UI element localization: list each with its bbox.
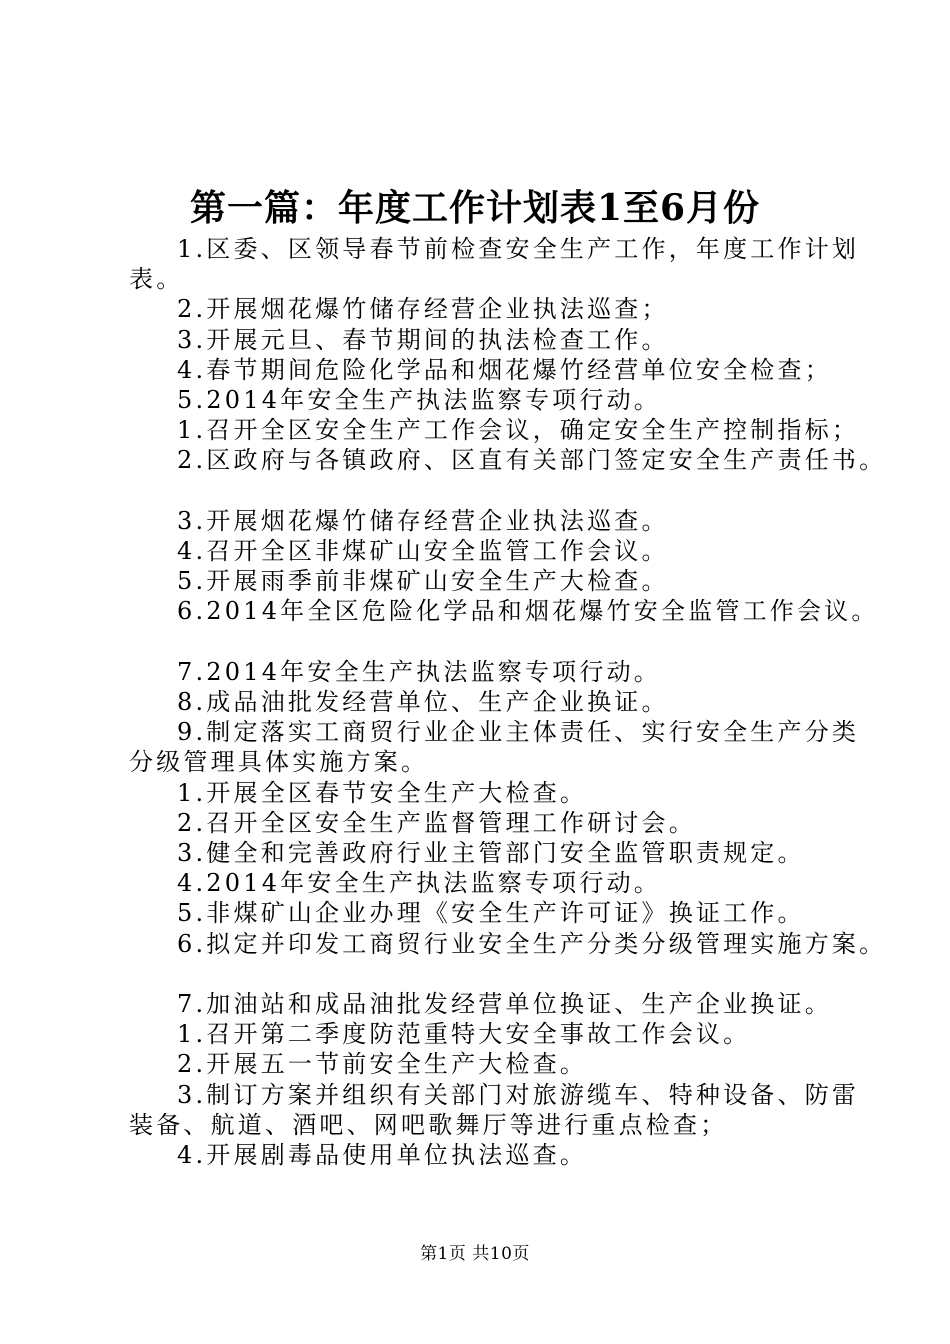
text-line: 5.2014年安全生产执法监察专项行动。 <box>177 386 661 415</box>
text-line: 分级管理具体实施方案。 <box>129 748 429 777</box>
text-line: 6.拟定并印发工商贸行业安全生产分类分级管理实施方案。 <box>177 929 887 958</box>
text-line: 3.健全和完善政府行业主管部门安全监管职责规定。 <box>177 839 805 868</box>
text-line: 3.开展烟花爆竹储存经营企业执法巡查。 <box>177 506 669 535</box>
text-line: 4.春节期间危险化学品和烟花爆竹经营单位安全检查； <box>177 355 832 384</box>
text-line: 9.制定落实工商贸行业企业主体责任、实行安全生产分类 <box>177 718 860 747</box>
document-title: 第一篇：年度工作计划表1至6月份 <box>189 187 761 229</box>
text-line: 1.区委、区领导春节前检查安全生产工作，年度工作计划 <box>177 235 860 263</box>
text-line: 表。 <box>129 265 184 294</box>
text-line: 2.召开全区安全生产监督管理工作研讨会。 <box>177 808 696 837</box>
text-line: 3.制订方案并组织有关部门对旅游缆车、特种设备、防雷 <box>177 1080 860 1109</box>
text-line: 2.区政府与各镇政府、区直有关部门签定安全生产责任书。 <box>177 446 887 475</box>
text-line: 2.开展烟花爆竹储存经营企业执法巡查； <box>177 295 669 324</box>
document-body <box>129 234 887 1170</box>
text-line: 5.非煤矿山企业办理《安全生产许可证》换证工作。 <box>177 899 805 928</box>
text-line: 4.2014年安全生产执法监察专项行动。 <box>177 869 661 898</box>
text-line: 4.开展剧毒品使用单位执法巡查。 <box>177 1141 588 1170</box>
text-line: 2.开展五一节前安全生产大检查。 <box>177 1050 588 1079</box>
text-line: 7.2014年安全生产执法监察专项行动。 <box>177 657 661 686</box>
text-line: 1.开展全区春节安全生产大检查。 <box>177 778 588 807</box>
text-line: 1.召开全区安全生产工作会议，确定安全生产控制指标； <box>177 416 860 445</box>
page-footer: 第1页 共10页 <box>420 1244 530 1264</box>
text-line: 3.开展元旦、春节期间的执法检查工作。 <box>177 325 669 354</box>
blank-line <box>129 627 839 657</box>
text-line: 4.召开全区非煤矿山安全监管工作会议。 <box>177 537 669 566</box>
text-line: 7.加油站和成品油批发经营单位换证、生产企业换证。 <box>177 990 832 1019</box>
text-line: 6.2014年全区危险化学品和烟花爆竹安全监管工作会议。 <box>177 597 879 626</box>
text-line: 8.成品油批发经营单位、生产企业换证。 <box>177 688 669 717</box>
text-line: 装备、航道、酒吧、网吧歌舞厅等进行重点检查； <box>129 1110 728 1139</box>
text-line: 1.召开第二季度防范重特大安全事故工作会议。 <box>177 1020 751 1049</box>
blank-line <box>129 959 839 989</box>
text-line: 5.开展雨季前非煤矿山安全生产大检查。 <box>177 567 669 596</box>
blank-line <box>129 476 839 506</box>
